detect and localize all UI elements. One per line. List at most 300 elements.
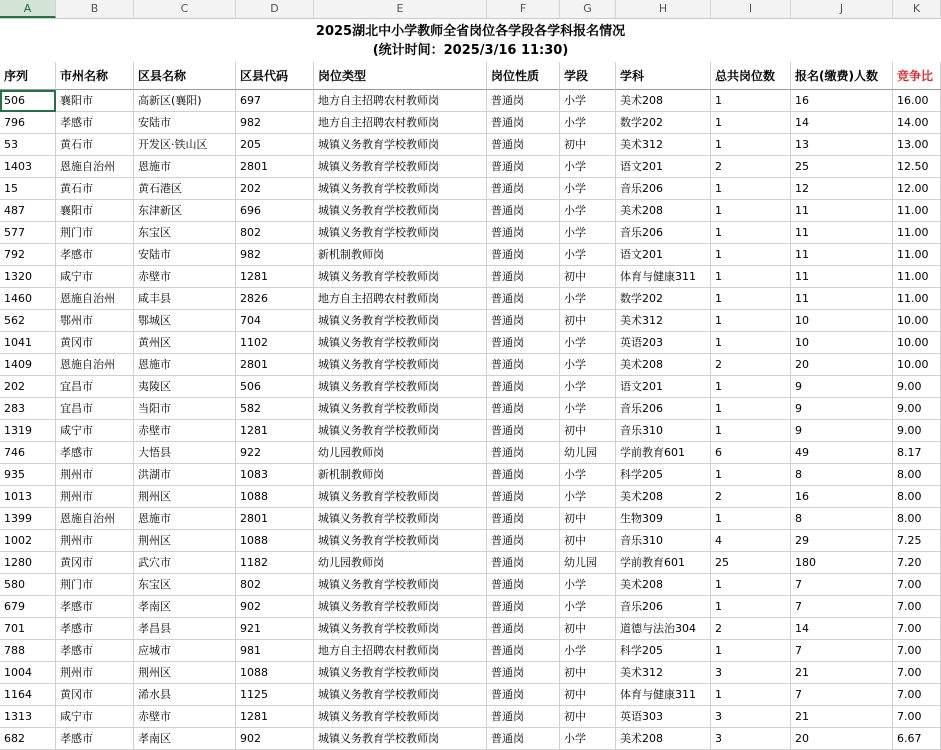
table-cell[interactable]: 1	[711, 684, 791, 706]
table-cell[interactable]: 1125	[236, 684, 314, 706]
header-cell[interactable]: 总共岗位数	[711, 62, 791, 90]
table-cell[interactable]: 学前教育601	[616, 552, 711, 574]
table-cell[interactable]: 21	[791, 662, 893, 684]
table-cell[interactable]: 25	[791, 156, 893, 178]
table-cell[interactable]: 语文201	[616, 376, 711, 398]
column-letter-h[interactable]: H	[616, 0, 711, 18]
table-cell[interactable]: 幼儿园	[560, 552, 616, 574]
column-letter-f[interactable]: F	[487, 0, 560, 18]
table-cell[interactable]: 城镇义务教育学校教师岗	[314, 222, 487, 244]
table-cell[interactable]: 普通岗	[487, 464, 560, 486]
table-cell[interactable]: 地方自主招聘农村教师岗	[314, 90, 487, 112]
table-cell[interactable]: 921	[236, 618, 314, 640]
table-cell[interactable]: 9.00	[893, 420, 941, 442]
table-cell[interactable]: 7.00	[893, 684, 941, 706]
table-cell[interactable]: 音乐310	[616, 530, 711, 552]
table-cell[interactable]: 城镇义务教育学校教师岗	[314, 398, 487, 420]
table-cell[interactable]: 小学	[560, 200, 616, 222]
table-cell[interactable]: 746	[0, 442, 56, 464]
table-cell[interactable]: 东津新区	[134, 200, 236, 222]
table-cell[interactable]: 普通岗	[487, 596, 560, 618]
table-cell[interactable]: 孝感市	[56, 618, 134, 640]
table-cell[interactable]: 1313	[0, 706, 56, 728]
table-cell[interactable]: 202	[0, 376, 56, 398]
table-cell[interactable]: 697	[236, 90, 314, 112]
column-letter-j[interactable]: J	[791, 0, 893, 18]
table-cell[interactable]: 鄂州市	[56, 310, 134, 332]
column-letter-c[interactable]: C	[134, 0, 236, 18]
header-cell[interactable]: 岗位性质	[487, 62, 560, 90]
table-cell[interactable]: 11	[791, 266, 893, 288]
table-cell[interactable]: 1164	[0, 684, 56, 706]
table-cell[interactable]: 3	[711, 662, 791, 684]
table-cell[interactable]: 普通岗	[487, 552, 560, 574]
table-cell[interactable]: 孝南区	[134, 596, 236, 618]
table-cell[interactable]: 11	[791, 222, 893, 244]
table-cell[interactable]: 9.00	[893, 376, 941, 398]
table-cell[interactable]: 音乐206	[616, 596, 711, 618]
table-cell[interactable]: 12	[791, 178, 893, 200]
table-cell[interactable]: 982	[236, 244, 314, 266]
table-cell[interactable]: 荆门市	[56, 222, 134, 244]
table-cell[interactable]: 恩施自治州	[56, 354, 134, 376]
table-cell[interactable]: 1	[711, 266, 791, 288]
table-cell[interactable]: 美术208	[616, 200, 711, 222]
table-cell[interactable]: 孝感市	[56, 596, 134, 618]
table-cell[interactable]: 1	[711, 90, 791, 112]
table-cell[interactable]: 25	[711, 552, 791, 574]
table-cell[interactable]: 普通岗	[487, 618, 560, 640]
table-cell[interactable]: 1281	[236, 266, 314, 288]
table-cell[interactable]: 1319	[0, 420, 56, 442]
table-cell[interactable]: 8.17	[893, 442, 941, 464]
table-cell[interactable]: 2	[711, 156, 791, 178]
table-cell[interactable]: 205	[236, 134, 314, 156]
table-cell[interactable]: 初中	[560, 508, 616, 530]
table-cell[interactable]: 21	[791, 706, 893, 728]
table-cell[interactable]: 2801	[236, 508, 314, 530]
table-cell[interactable]: 981	[236, 640, 314, 662]
table-cell[interactable]: 科学205	[616, 464, 711, 486]
column-letter-d[interactable]: D	[236, 0, 314, 18]
table-cell[interactable]: 咸宁市	[56, 706, 134, 728]
table-cell[interactable]: 1083	[236, 464, 314, 486]
table-cell[interactable]: 夷陵区	[134, 376, 236, 398]
table-cell[interactable]: 小学	[560, 464, 616, 486]
table-cell[interactable]: 普通岗	[487, 728, 560, 750]
table-cell[interactable]: 新机制教师岗	[314, 244, 487, 266]
header-cell[interactable]: 市州名称	[56, 62, 134, 90]
table-cell[interactable]: 科学205	[616, 640, 711, 662]
table-cell[interactable]: 初中	[560, 618, 616, 640]
table-cell[interactable]: 赤壁市	[134, 266, 236, 288]
table-cell[interactable]: 孝感市	[56, 728, 134, 750]
table-cell[interactable]: 小学	[560, 354, 616, 376]
table-cell[interactable]: 小学	[560, 178, 616, 200]
table-cell[interactable]: 7.25	[893, 530, 941, 552]
table-cell[interactable]: 506	[0, 90, 56, 112]
table-cell[interactable]: 赤壁市	[134, 706, 236, 728]
table-cell[interactable]: 荆州市	[56, 486, 134, 508]
table-cell[interactable]: 语文201	[616, 156, 711, 178]
table-cell[interactable]: 普通岗	[487, 178, 560, 200]
table-cell[interactable]: 普通岗	[487, 376, 560, 398]
table-cell[interactable]: 美术208	[616, 354, 711, 376]
table-cell[interactable]: 普通岗	[487, 420, 560, 442]
table-cell[interactable]: 802	[236, 222, 314, 244]
table-cell[interactable]: 鄂城区	[134, 310, 236, 332]
column-letter-g[interactable]: G	[560, 0, 616, 18]
table-cell[interactable]: 小学	[560, 222, 616, 244]
table-cell[interactable]: 902	[236, 596, 314, 618]
table-cell[interactable]: 13.00	[893, 134, 941, 156]
table-cell[interactable]: 语文201	[616, 244, 711, 266]
table-cell[interactable]: 黄冈市	[56, 684, 134, 706]
table-cell[interactable]: 孝南区	[134, 728, 236, 750]
table-cell[interactable]: 小学	[560, 640, 616, 662]
table-cell[interactable]: 792	[0, 244, 56, 266]
column-letter-a[interactable]: A	[0, 0, 56, 18]
table-cell[interactable]: 982	[236, 112, 314, 134]
table-cell[interactable]: 1182	[236, 552, 314, 574]
table-cell[interactable]: 2826	[236, 288, 314, 310]
table-cell[interactable]: 小学	[560, 596, 616, 618]
table-cell[interactable]: 城镇义务教育学校教师岗	[314, 684, 487, 706]
table-cell[interactable]: 美术312	[616, 134, 711, 156]
table-cell[interactable]: 黄石市	[56, 178, 134, 200]
table-cell[interactable]: 普通岗	[487, 530, 560, 552]
table-cell[interactable]: 577	[0, 222, 56, 244]
table-cell[interactable]: 城镇义务教育学校教师岗	[314, 574, 487, 596]
table-cell[interactable]: 普通岗	[487, 222, 560, 244]
table-cell[interactable]: 2	[711, 354, 791, 376]
table-cell[interactable]: 新机制教师岗	[314, 464, 487, 486]
table-cell[interactable]: 体育与健康311	[616, 684, 711, 706]
table-cell[interactable]: 城镇义务教育学校教师岗	[314, 706, 487, 728]
table-cell[interactable]: 679	[0, 596, 56, 618]
table-cell[interactable]: 荆州市	[56, 464, 134, 486]
table-cell[interactable]: 美术208	[616, 574, 711, 596]
table-cell[interactable]: 9	[791, 420, 893, 442]
table-cell[interactable]: 黄冈市	[56, 332, 134, 354]
table-cell[interactable]: 初中	[560, 684, 616, 706]
table-cell[interactable]: 1	[711, 464, 791, 486]
table-cell[interactable]: 1088	[236, 486, 314, 508]
table-cell[interactable]: 孝昌县	[134, 618, 236, 640]
table-cell[interactable]: 恩施市	[134, 156, 236, 178]
table-cell[interactable]: 12.50	[893, 156, 941, 178]
table-cell[interactable]: 8.00	[893, 508, 941, 530]
column-letter-i[interactable]: I	[711, 0, 791, 18]
table-cell[interactable]: 城镇义务教育学校教师岗	[314, 486, 487, 508]
table-cell[interactable]: 小学	[560, 288, 616, 310]
header-cell[interactable]: 岗位类型	[314, 62, 487, 90]
table-cell[interactable]: 4	[711, 530, 791, 552]
table-cell[interactable]: 小学	[560, 376, 616, 398]
header-cell[interactable]: 学科	[616, 62, 711, 90]
table-cell[interactable]: 宜昌市	[56, 398, 134, 420]
table-cell[interactable]: 咸丰县	[134, 288, 236, 310]
table-cell[interactable]: 普通岗	[487, 354, 560, 376]
table-cell[interactable]: 普通岗	[487, 134, 560, 156]
table-cell[interactable]: 咸宁市	[56, 266, 134, 288]
table-cell[interactable]: 10.00	[893, 354, 941, 376]
table-cell[interactable]: 普通岗	[487, 706, 560, 728]
table-cell[interactable]: 15	[0, 178, 56, 200]
table-cell[interactable]: 初中	[560, 706, 616, 728]
table-cell[interactable]: 1	[711, 288, 791, 310]
table-cell[interactable]: 普通岗	[487, 574, 560, 596]
table-cell[interactable]: 荆州市	[56, 530, 134, 552]
table-cell[interactable]: 荆州区	[134, 530, 236, 552]
table-cell[interactable]: 城镇义务教育学校教师岗	[314, 376, 487, 398]
table-cell[interactable]: 城镇义务教育学校教师岗	[314, 134, 487, 156]
table-cell[interactable]: 小学	[560, 728, 616, 750]
table-cell[interactable]: 学前教育601	[616, 442, 711, 464]
table-cell[interactable]: 7.00	[893, 706, 941, 728]
table-cell[interactable]: 1	[711, 134, 791, 156]
table-cell[interactable]: 普通岗	[487, 684, 560, 706]
header-cell[interactable]: 区县代码	[236, 62, 314, 90]
table-cell[interactable]: 恩施自治州	[56, 508, 134, 530]
table-cell[interactable]: 1013	[0, 486, 56, 508]
column-letter-e[interactable]: E	[314, 0, 487, 18]
table-cell[interactable]: 普通岗	[487, 266, 560, 288]
table-cell[interactable]: 普通岗	[487, 90, 560, 112]
table-cell[interactable]: 赤壁市	[134, 420, 236, 442]
table-cell[interactable]: 20	[791, 354, 893, 376]
table-cell[interactable]: 14	[791, 618, 893, 640]
table-cell[interactable]: 16.00	[893, 90, 941, 112]
table-cell[interactable]: 1399	[0, 508, 56, 530]
table-cell[interactable]: 1	[711, 200, 791, 222]
table-cell[interactable]: 城镇义务教育学校教师岗	[314, 332, 487, 354]
table-cell[interactable]: 935	[0, 464, 56, 486]
table-cell[interactable]: 1	[711, 112, 791, 134]
table-cell[interactable]: 黄冈市	[56, 552, 134, 574]
table-cell[interactable]: 796	[0, 112, 56, 134]
table-cell[interactable]: 7	[791, 640, 893, 662]
table-cell[interactable]: 普通岗	[487, 112, 560, 134]
table-cell[interactable]: 2	[711, 618, 791, 640]
table-cell[interactable]: 3	[711, 706, 791, 728]
table-cell[interactable]: 9	[791, 398, 893, 420]
table-cell[interactable]: 小学	[560, 332, 616, 354]
table-cell[interactable]: 1102	[236, 332, 314, 354]
table-cell[interactable]: 黄石港区	[134, 178, 236, 200]
table-cell[interactable]: 14.00	[893, 112, 941, 134]
table-cell[interactable]: 荆州市	[56, 662, 134, 684]
table-cell[interactable]: 幼儿园教师岗	[314, 552, 487, 574]
table-cell[interactable]: 美术312	[616, 310, 711, 332]
table-cell[interactable]: 1403	[0, 156, 56, 178]
table-cell[interactable]: 英语303	[616, 706, 711, 728]
table-cell[interactable]: 8.00	[893, 486, 941, 508]
header-cell[interactable]: 学段	[560, 62, 616, 90]
table-cell[interactable]: 初中	[560, 530, 616, 552]
table-cell[interactable]: 当阳市	[134, 398, 236, 420]
table-cell[interactable]: 2801	[236, 354, 314, 376]
table-cell[interactable]: 孝感市	[56, 640, 134, 662]
table-cell[interactable]: 1320	[0, 266, 56, 288]
table-cell[interactable]: 11	[791, 200, 893, 222]
table-cell[interactable]: 初中	[560, 310, 616, 332]
table-cell[interactable]: 音乐310	[616, 420, 711, 442]
table-cell[interactable]: 小学	[560, 112, 616, 134]
table-cell[interactable]: 788	[0, 640, 56, 662]
table-cell[interactable]: 普通岗	[487, 156, 560, 178]
table-cell[interactable]: 7	[791, 574, 893, 596]
table-cell[interactable]: 7.00	[893, 618, 941, 640]
table-cell[interactable]: 16	[791, 486, 893, 508]
table-cell[interactable]: 14	[791, 112, 893, 134]
table-cell[interactable]: 696	[236, 200, 314, 222]
table-cell[interactable]: 普通岗	[487, 508, 560, 530]
table-cell[interactable]: 城镇义务教育学校教师岗	[314, 530, 487, 552]
table-cell[interactable]: 202	[236, 178, 314, 200]
column-letter-k[interactable]: K	[893, 0, 941, 18]
table-cell[interactable]: 11.00	[893, 222, 941, 244]
table-cell[interactable]: 普通岗	[487, 332, 560, 354]
table-cell[interactable]: 小学	[560, 244, 616, 266]
table-cell[interactable]: 7.00	[893, 662, 941, 684]
table-cell[interactable]: 数学202	[616, 112, 711, 134]
table-cell[interactable]: 高新区(襄阳)	[134, 90, 236, 112]
table-cell[interactable]: 701	[0, 618, 56, 640]
table-cell[interactable]: 7.20	[893, 552, 941, 574]
table-cell[interactable]: 咸宁市	[56, 420, 134, 442]
table-cell[interactable]: 13	[791, 134, 893, 156]
table-cell[interactable]: 城镇义务教育学校教师岗	[314, 310, 487, 332]
table-cell[interactable]: 城镇义务教育学校教师岗	[314, 618, 487, 640]
table-cell[interactable]: 城镇义务教育学校教师岗	[314, 728, 487, 750]
table-cell[interactable]: 城镇义务教育学校教师岗	[314, 266, 487, 288]
table-cell[interactable]: 1088	[236, 530, 314, 552]
table-cell[interactable]: 283	[0, 398, 56, 420]
table-cell[interactable]: 城镇义务教育学校教师岗	[314, 662, 487, 684]
table-cell[interactable]: 11.00	[893, 266, 941, 288]
table-cell[interactable]: 荆州区	[134, 486, 236, 508]
table-cell[interactable]: 180	[791, 552, 893, 574]
table-cell[interactable]: 普通岗	[487, 244, 560, 266]
header-cell[interactable]: 区县名称	[134, 62, 236, 90]
table-cell[interactable]: 普通岗	[487, 442, 560, 464]
table-cell[interactable]: 幼儿园教师岗	[314, 442, 487, 464]
table-cell[interactable]: 黄州区	[134, 332, 236, 354]
table-cell[interactable]: 安陆市	[134, 112, 236, 134]
table-cell[interactable]: 普通岗	[487, 640, 560, 662]
table-cell[interactable]: 10	[791, 332, 893, 354]
table-cell[interactable]: 682	[0, 728, 56, 750]
table-cell[interactable]: 7	[791, 596, 893, 618]
table-cell[interactable]: 宜昌市	[56, 376, 134, 398]
table-cell[interactable]: 孝感市	[56, 442, 134, 464]
table-cell[interactable]: 恩施市	[134, 508, 236, 530]
table-cell[interactable]: 1	[711, 310, 791, 332]
table-cell[interactable]: 2801	[236, 156, 314, 178]
table-cell[interactable]: 安陆市	[134, 244, 236, 266]
table-cell[interactable]: 美术208	[616, 486, 711, 508]
table-cell[interactable]: 地方自主招聘农村教师岗	[314, 640, 487, 662]
table-cell[interactable]: 武穴市	[134, 552, 236, 574]
table-cell[interactable]: 小学	[560, 90, 616, 112]
table-cell[interactable]: 704	[236, 310, 314, 332]
table-cell[interactable]: 7	[791, 684, 893, 706]
table-cell[interactable]: 8.00	[893, 464, 941, 486]
table-cell[interactable]: 应城市	[134, 640, 236, 662]
table-cell[interactable]: 初中	[560, 420, 616, 442]
table-cell[interactable]: 音乐206	[616, 398, 711, 420]
table-cell[interactable]: 1	[711, 574, 791, 596]
table-cell[interactable]: 1	[711, 398, 791, 420]
table-cell[interactable]: 孝感市	[56, 244, 134, 266]
table-cell[interactable]: 道德与法治304	[616, 618, 711, 640]
table-cell[interactable]: 地方自主招聘农村教师岗	[314, 288, 487, 310]
table-cell[interactable]: 城镇义务教育学校教师岗	[314, 596, 487, 618]
table-cell[interactable]: 11.00	[893, 200, 941, 222]
table-cell[interactable]: 洪湖市	[134, 464, 236, 486]
table-cell[interactable]: 11	[791, 288, 893, 310]
table-cell[interactable]: 浠水县	[134, 684, 236, 706]
table-cell[interactable]: 普通岗	[487, 662, 560, 684]
table-cell[interactable]: 7.00	[893, 596, 941, 618]
header-cell[interactable]: 报名(缴费)人数	[791, 62, 893, 90]
table-cell[interactable]: 11.00	[893, 244, 941, 266]
table-cell[interactable]: 10.00	[893, 310, 941, 332]
table-cell[interactable]: 襄阳市	[56, 200, 134, 222]
table-cell[interactable]: 9.00	[893, 398, 941, 420]
table-cell[interactable]: 荆州区	[134, 662, 236, 684]
table-cell[interactable]: 1281	[236, 420, 314, 442]
table-cell[interactable]: 20	[791, 728, 893, 750]
table-cell[interactable]: 普通岗	[487, 200, 560, 222]
table-cell[interactable]: 孝感市	[56, 112, 134, 134]
table-cell[interactable]: 922	[236, 442, 314, 464]
table-cell[interactable]: 恩施自治州	[56, 156, 134, 178]
table-cell[interactable]: 普通岗	[487, 486, 560, 508]
table-cell[interactable]: 7.00	[893, 640, 941, 662]
table-cell[interactable]: 美术208	[616, 728, 711, 750]
table-cell[interactable]: 美术208	[616, 90, 711, 112]
table-cell[interactable]: 2	[711, 486, 791, 508]
table-cell[interactable]: 9	[791, 376, 893, 398]
table-cell[interactable]: 11	[791, 244, 893, 266]
table-cell[interactable]: 1	[711, 640, 791, 662]
table-cell[interactable]: 1002	[0, 530, 56, 552]
table-cell[interactable]: 29	[791, 530, 893, 552]
table-cell[interactable]: 1280	[0, 552, 56, 574]
table-cell[interactable]: 体育与健康311	[616, 266, 711, 288]
table-cell[interactable]: 城镇义务教育学校教师岗	[314, 354, 487, 376]
table-cell[interactable]: 1041	[0, 332, 56, 354]
column-letter-b[interactable]: B	[56, 0, 134, 18]
table-cell[interactable]: 初中	[560, 266, 616, 288]
table-cell[interactable]: 16	[791, 90, 893, 112]
table-cell[interactable]: 49	[791, 442, 893, 464]
table-cell[interactable]: 城镇义务教育学校教师岗	[314, 508, 487, 530]
table-cell[interactable]: 582	[236, 398, 314, 420]
table-cell[interactable]: 初中	[560, 662, 616, 684]
table-cell[interactable]: 487	[0, 200, 56, 222]
table-cell[interactable]: 东宝区	[134, 222, 236, 244]
table-cell[interactable]: 恩施自治州	[56, 288, 134, 310]
table-cell[interactable]: 1004	[0, 662, 56, 684]
table-cell[interactable]: 902	[236, 728, 314, 750]
table-cell[interactable]: 7.00	[893, 574, 941, 596]
table-cell[interactable]: 黄石市	[56, 134, 134, 156]
table-cell[interactable]: 荆门市	[56, 574, 134, 596]
table-cell[interactable]: 6	[711, 442, 791, 464]
